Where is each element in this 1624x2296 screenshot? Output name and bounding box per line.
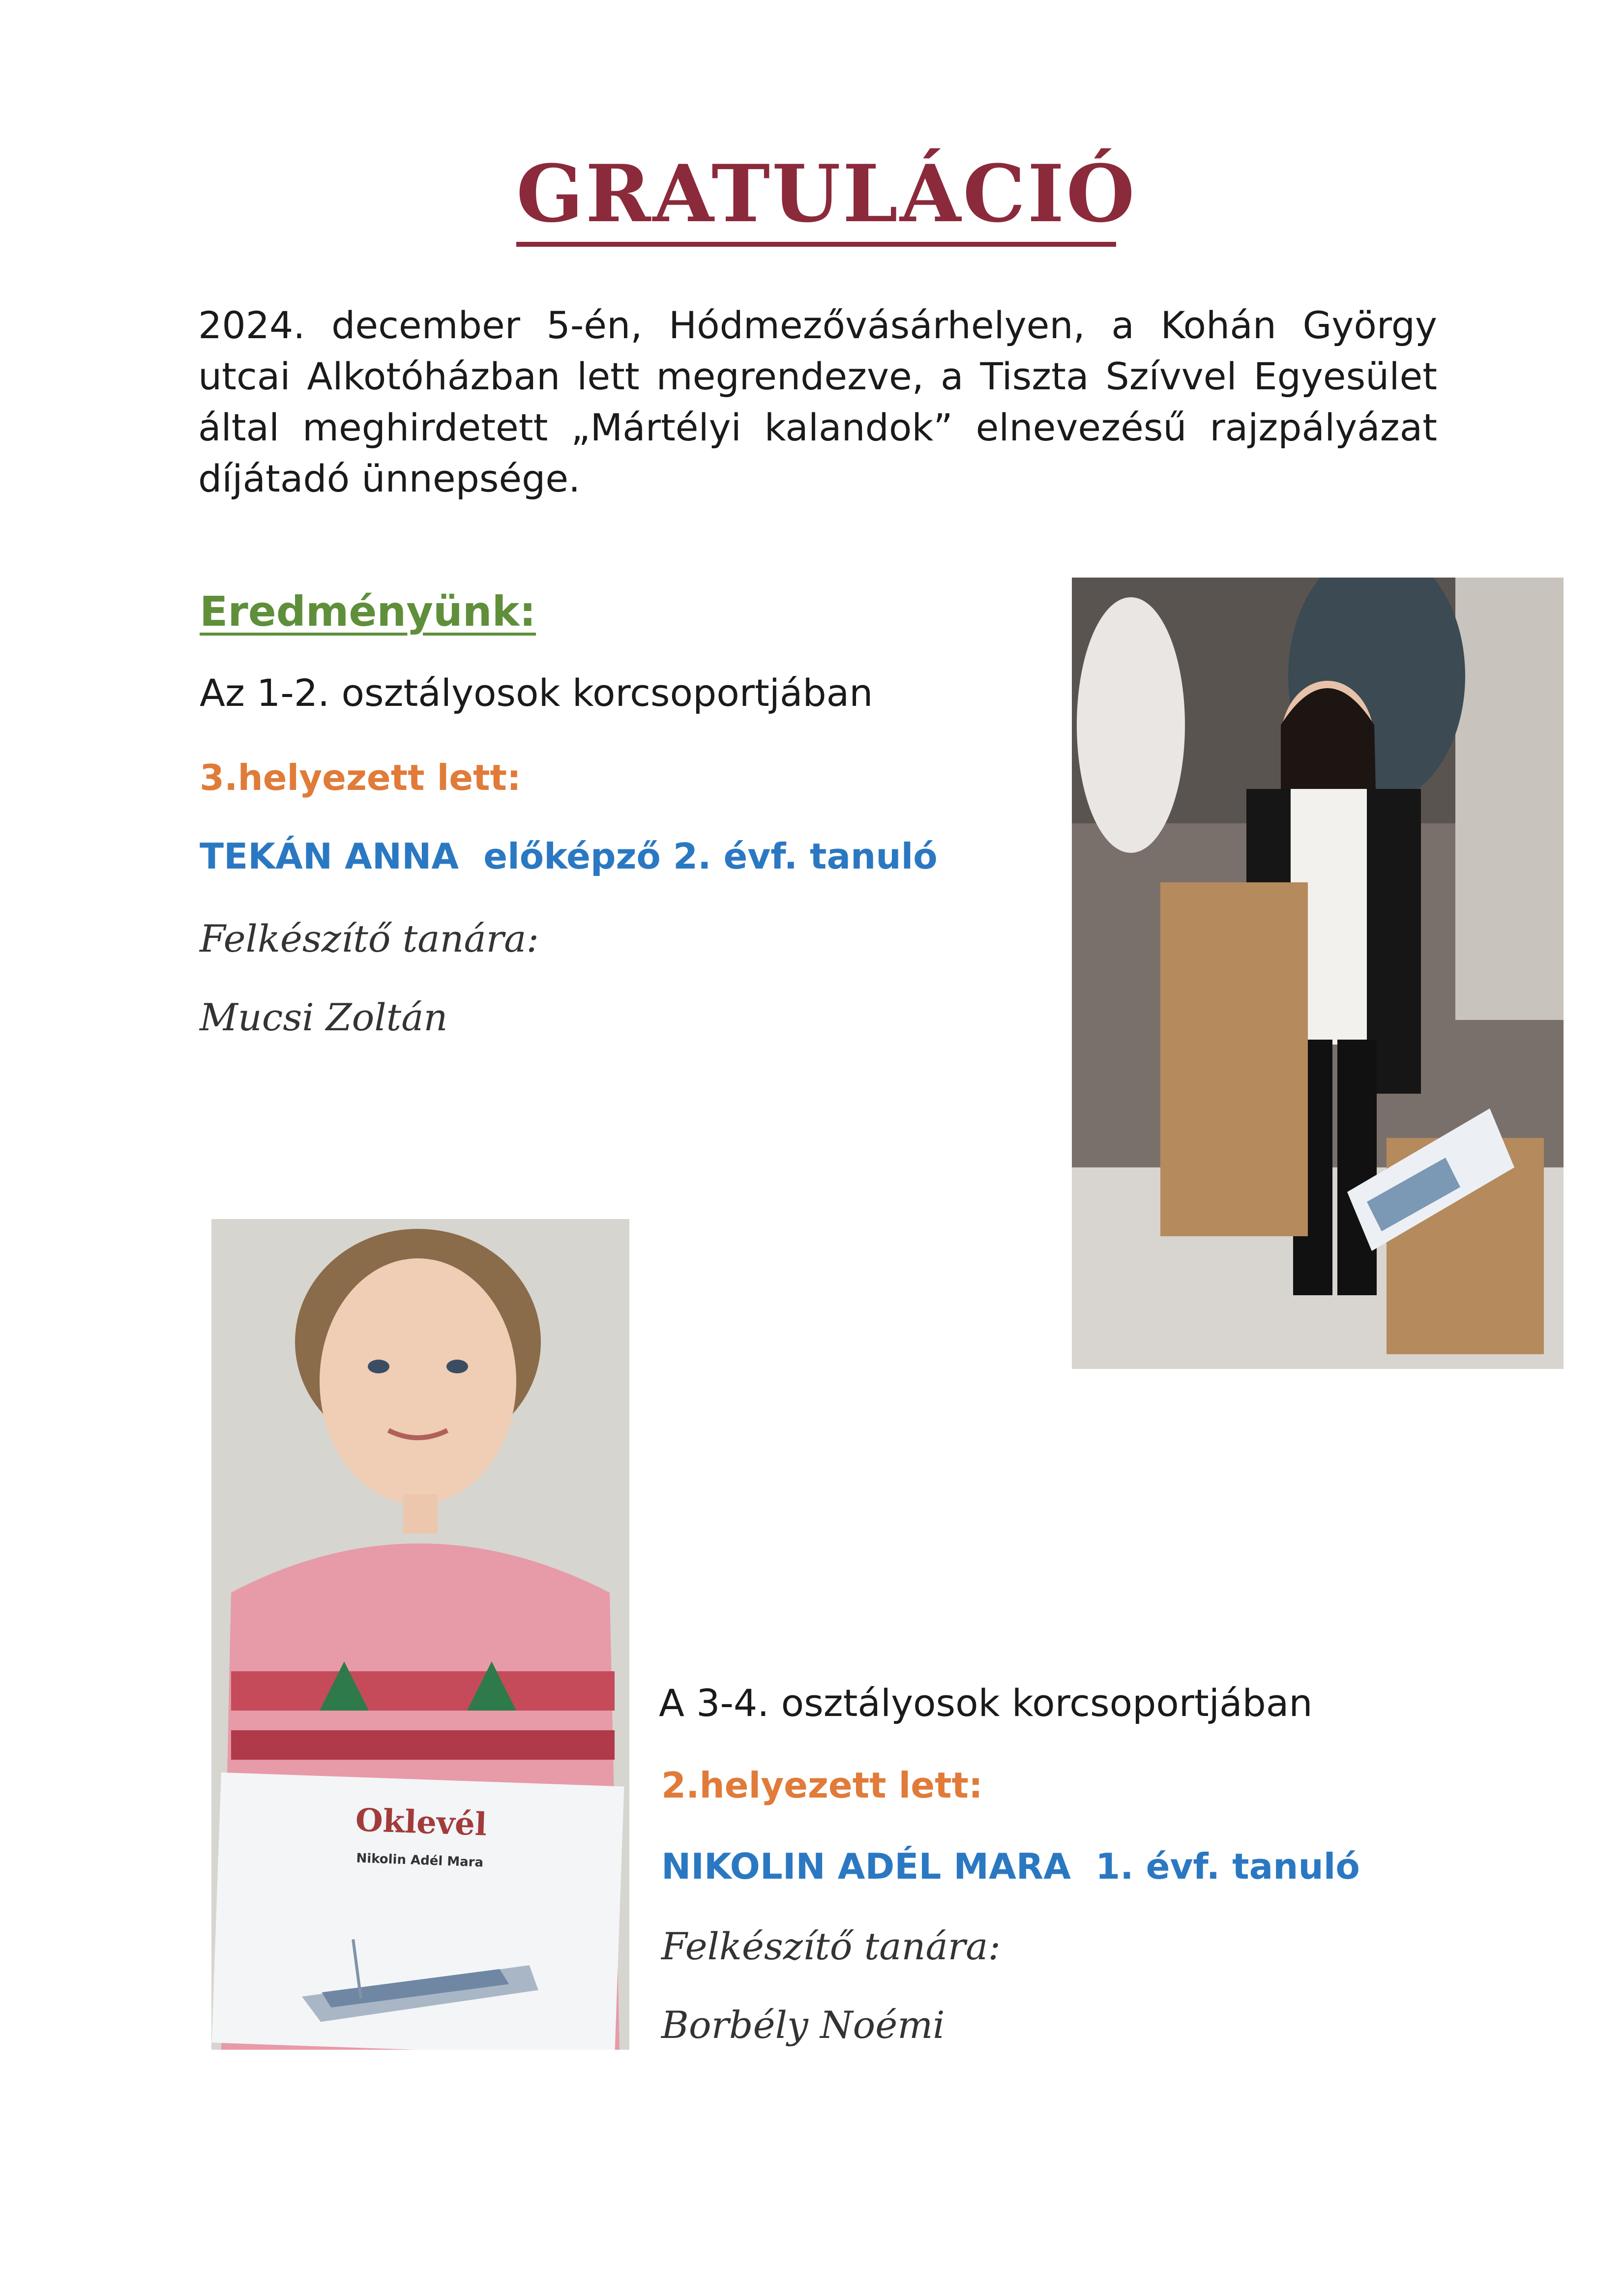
result-2-student: NIKOLIN ADÉL MARA 1. évf. tanuló <box>661 1846 1360 1887</box>
result-1-teacher-name: Mucsi Zoltán <box>200 995 448 1039</box>
diploma <box>212 1773 624 2050</box>
intro-paragraph: 2024. december 5-én, Hódmezővásárhelyen, a Kohán György utcai Alkotóházban lett megrendezve, a Tiszta Szívvel Egyesület által meghirdetett „Mártélyi kalandok” elnevezésű rajzpályázat díjátadó ünnepsége. <box>198 303 1437 500</box>
diploma-title: Oklevél <box>354 1802 488 1843</box>
result-2-teacher-name: Borbély Noémi <box>661 2003 945 2047</box>
photo-tekan-anna <box>1072 578 1564 1369</box>
result-2-group: A 3-4. osztályosok korcsoportjában <box>659 1681 1313 1725</box>
result-1-group: Az 1-2. osztályosok korcsoportjában <box>200 671 873 715</box>
result-1-teacher-label: Felkészítő tanára: <box>200 917 539 960</box>
photo-nikolin-adel-mara <box>211 1219 629 2050</box>
result-2-place: 2.helyezett lett: <box>661 1765 983 1806</box>
diploma-boat-drawing <box>291 1898 551 2034</box>
result-2-teacher-label: Felkészítő tanára: <box>661 1924 1001 1968</box>
photo-tekan-anna-drawing <box>1072 578 1564 1369</box>
title-underline <box>516 242 1116 247</box>
results-heading: Eredményünk: <box>200 587 536 636</box>
result-1-student: TEKÁN ANNA előképző 2. évf. tanuló <box>200 836 938 877</box>
diploma-name: Nikolin Adél Mara <box>356 1851 484 1870</box>
page-title: GRATULÁCIÓ <box>516 147 1137 240</box>
result-1-place: 3.helyezett lett: <box>200 757 521 798</box>
